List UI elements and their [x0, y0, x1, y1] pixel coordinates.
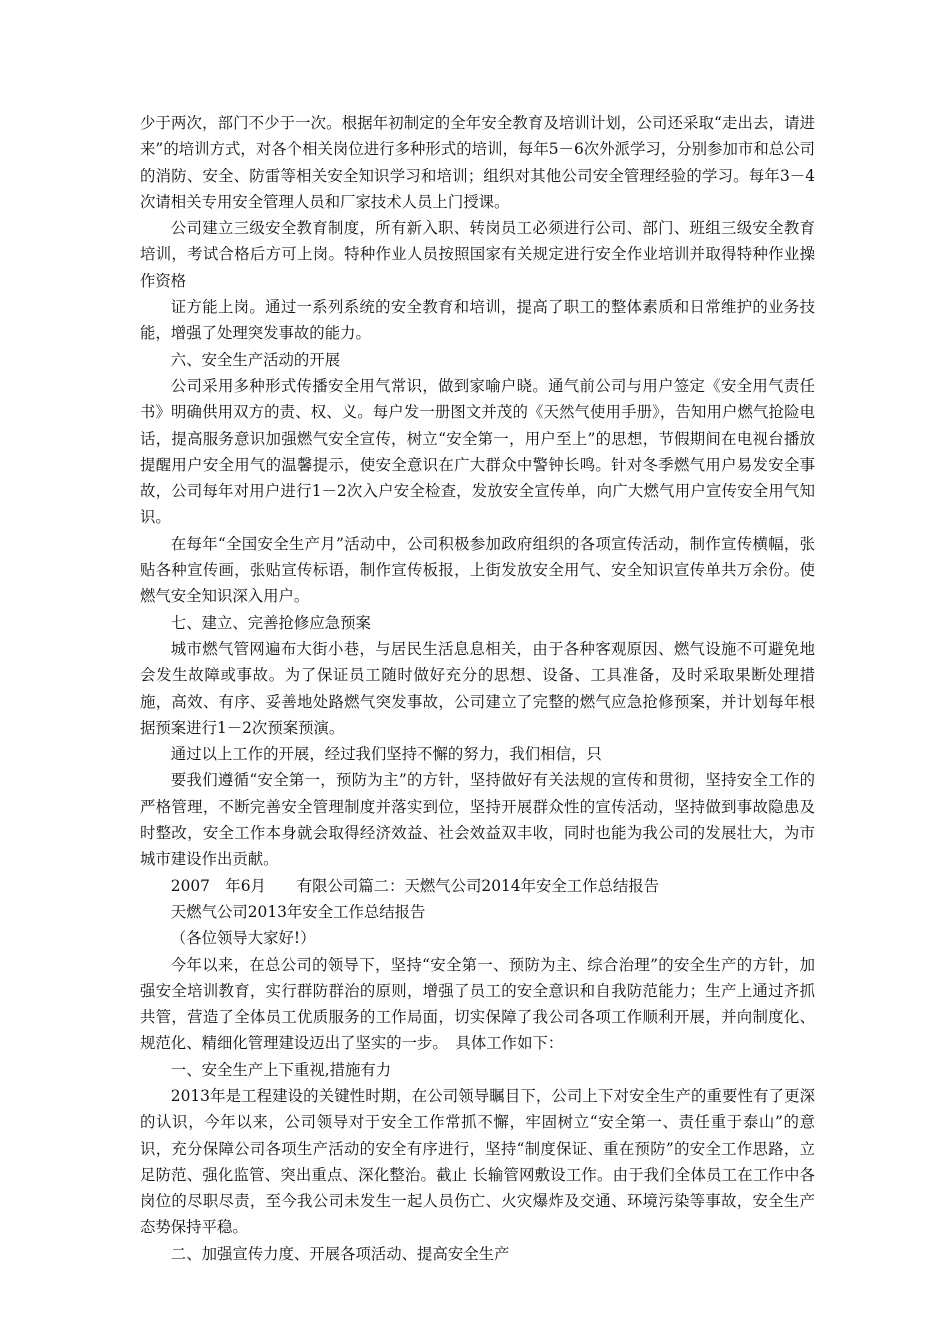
paragraph-training-continued: 少于两次，部门不少于一次。根据年初制定的全年安全教育及培训计划，公司还采取“走出去，请进来”的培训方式，对各个相关岗位进行多种形式的培训，每年5－6次外派学习，分别参加市和总公司的消防、安全、防雷等相关安全知识学习和培训；组织对其他公司安全管理经验的学习。每年3－4次请相关专用安全管理人员和厂家技术人员上门授课。 [140, 114, 815, 211]
section-heading-6: 六、安全生产活动的开展 [170, 350, 341, 369]
paragraph-three-level-education: 公司建立三级安全教育制度，所有新入职、转岗员工必须进行公司、部门、班组三级安全教育培训，考试合格后方可上岗。特种作业人员按照国家有关规定进行安全作业培训并取得特种作业操作资格 [140, 219, 815, 290]
greeting: （各位领导大家好!） [170, 929, 316, 948]
document-page [140, 110, 815, 1267]
paragraph-emergency-plan: 城市燃气管网遍布大街小巷，与居民生活息息相关，由于各种客观原因、燃气设施不可避免地会发生故障或事故。为了保证员工随时做好充分的思想、设备、工具准备，及时采取果断处理措施，高效、有序、妥善地处路燃气突发事故，公司建立了完整的燃气应急抢修预案，并计划每年根据预案进行1－2次预案预演。 [140, 639, 815, 737]
paragraph-conclusion-start: 通过以上工作的开展，经过我们坚持不懈的努力，我们相信，只 [170, 745, 602, 764]
paragraph-safety-awareness: 公司采用多种形式传播安全用气常识，做到家喻户晓。通气前公司与用户签定《安全用气责任书》明确供用双方的责、权、义。每户发一册图文并茂的《天然气使用手册》，告知用户燃气抢险电话，提高服务意识加强燃气安全宣传，树立“安全第一，用户至上”的思想，节假期间在电视台播放提醒用户安全用气的温馨提示，使安全意识在广大群众中警钟长鸣。针对冬季燃气用户易发安全事故，公司每年对用户进行1－2次入户安全检查，发放安全宣传单，向广大燃气用户宣传安全用气知识。 [140, 376, 815, 527]
paragraph-safety-month: 在每年“全国安全生产月”活动中，公司积极参加政府组织的各项宣传活动，制作宣传横幅，张贴各种宣传画，张贴宣传标语，制作宣传板报，上街发放安全用气、安全知识宣传单共万余份。使燃气安全知识深入用户。 [140, 534, 815, 606]
paragraph-intro-2013: 今年以来，在总公司的领导下，坚持“安全第一、预防为主、综合治理”的安全生产的方针，加强安全培训教育，实行群防群治的原则，增强了员工的安全意识和自我防范能力；生产上通过齐抓共管，营造了全体员工优质服务的工作局面，切实保障了我公司各项工作顺利开展，并向制度化、规范化、精细化管理建设迈出了坚实的一步。 具体工作如下： [140, 955, 815, 1053]
paragraph-2013-key-period: 2013年是工程建设的关键性时期，在公司领导瞩目下，公司上下对安全生产的重要性有了更深的认识，今年以来，公司领导对于安全工作常抓不懈，牢固树立“安全第一、责任重于泰山”的意识，充分保障公司各项生产活动的安全有序进行，坚持“制度保证、重在预防”的安全工作思路，立足防范、强化监管、突出重点、深化整治。截止 长输管网敷设工作。由于我们全体员工在工作中各岗位的尽职尽责，至今我公司未发生一起人员伤亡、火灾爆炸及交通、环境污染等事故，安全生产态势保持平稳。 [140, 1086, 815, 1237]
report-title-2013: 天燃气公司2013年安全工作总结报告 [170, 902, 426, 921]
section-heading-2: 二、加强宣传力度、开展各项活动、提高安全生产 [170, 1244, 510, 1263]
section-heading-1: 一、安全生产上下重视,措施有力 [170, 1060, 392, 1079]
date-and-report-title: 2007 年6月 有限公司篇二：天燃气公司2014年安全工作总结报告 [170, 876, 660, 895]
section-heading-7: 七、建立、完善抢修应急预案 [170, 613, 371, 632]
paragraph-conclusion: 要我们遵循“安全第一，预防为主”的方针，坚持做好有关法规的宣传和贯彻，坚持安全工作的严格管理，不断完善安全管理制度并落实到位，坚持开展群众性的宣传活动，坚持做到事故隐患及时整改，安全工作本身就会取得经济效益、社会效益双丰收，同时也能为我公司的发展壮大，为市城市建设作出贡献。 [140, 771, 815, 869]
paragraph-certificate: 证方能上岗。通过一系列系统的安全教育和培训，提高了职工的整体素质和日常维护的业务技能，增强了处理突发事故的能力。 [140, 298, 815, 343]
